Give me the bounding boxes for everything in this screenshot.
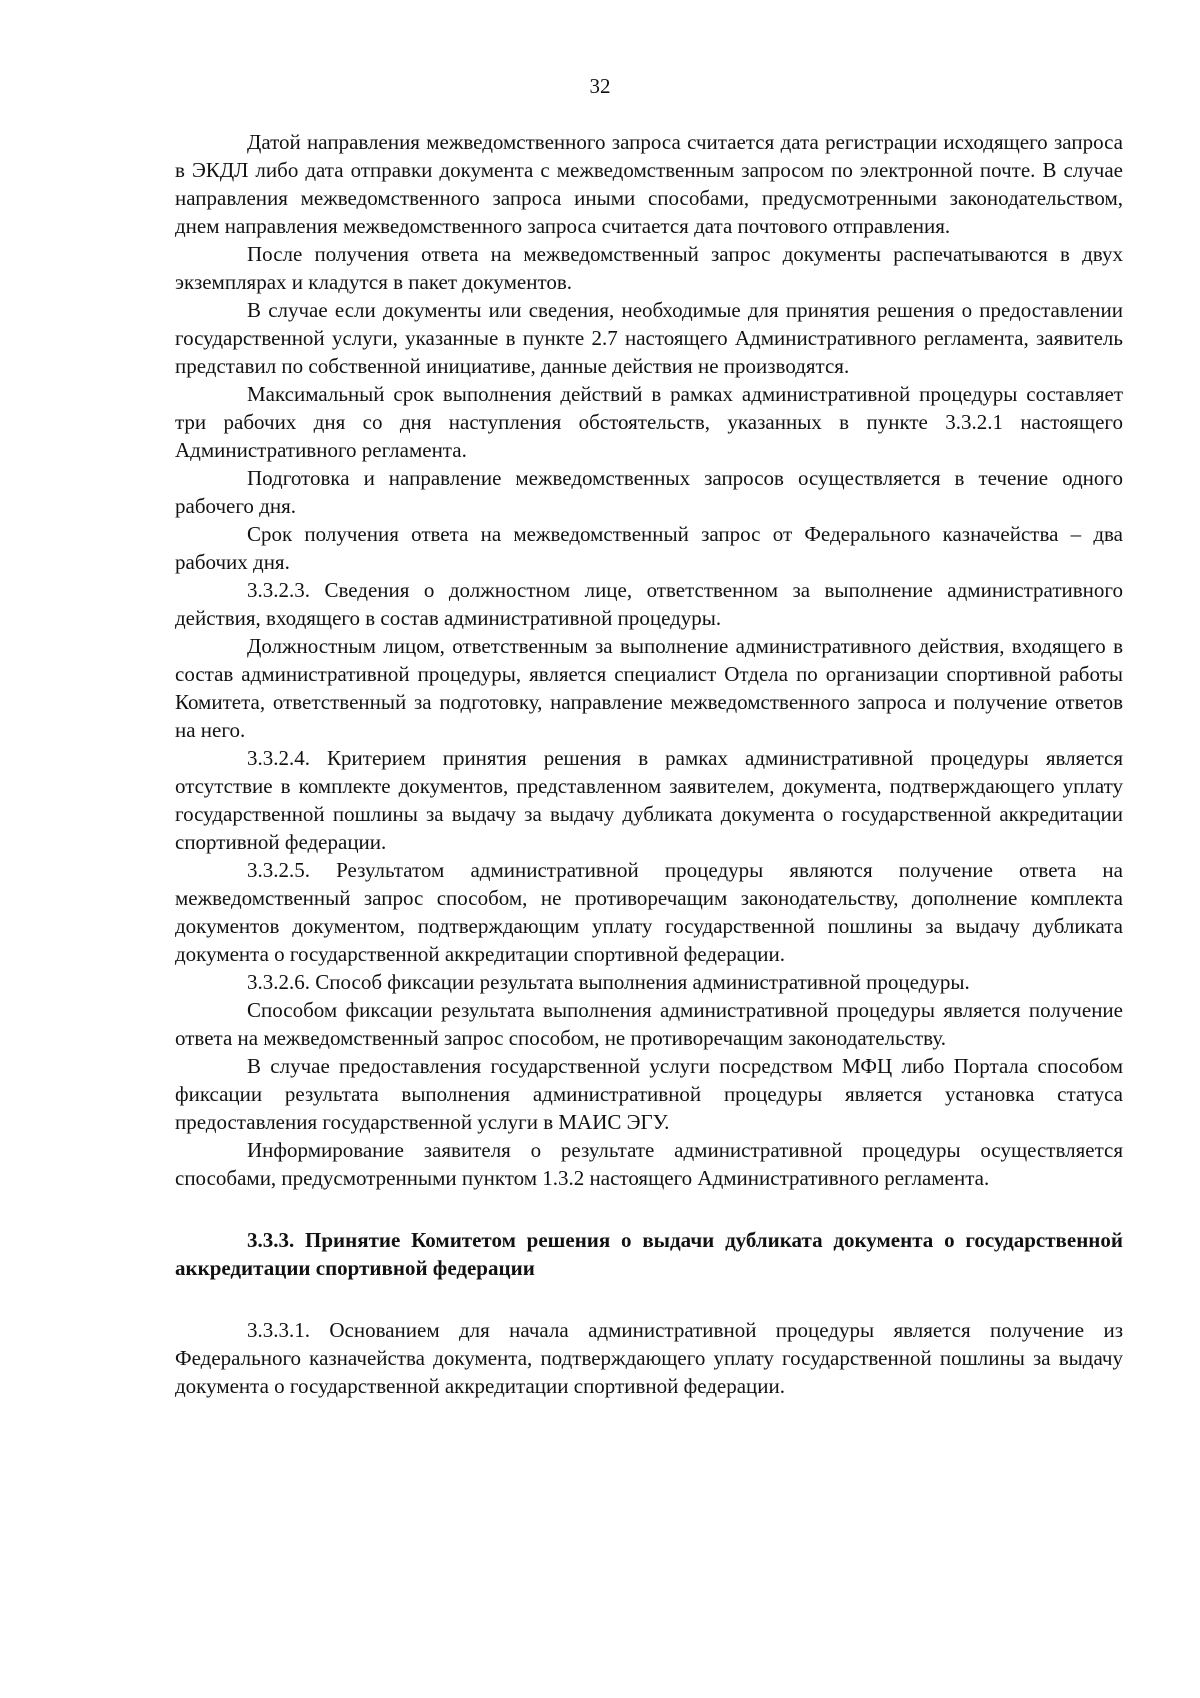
paragraph: В случае предоставления государственной услуги посредством МФЦ либо Портала способом фиксации результата выполнения административной процедуры является установка статуса предоставления государственной услуги в МАИС ЭГУ.	[175, 1054, 1123, 1134]
paragraph: 3.3.2.3. Сведения о должностном лице, ответственном за выполнение административного действия, входящего в состав административной процедуры.	[175, 578, 1123, 630]
page-number: 32	[589, 74, 611, 98]
paragraph: 3.3.2.4. Критерием принятия решения в рамках административной процедуры является отсутствие в комплекте документов, представленном заявителем, документа, подтверждающего уплату государственной пошлины за выдачу за выдачу дубликата документа о государственной аккредитации спортивной федерации.	[175, 746, 1123, 854]
section-heading: 3.3.3. Принятие Комитетом решения о выдачи дубликата документа о государственной аккредитации спортивной федерации	[175, 1228, 1123, 1280]
paragraph: 3.3.2.6. Способ фиксации результата выполнения административной процедуры.	[247, 970, 970, 994]
paragraph: 3.3.3.1. Основанием для начала административной процедуры является получение из Федерального казначейства документа, подтверждающего уплату государственной пошлины за выдачу документа о государственной аккредитации спортивной федерации.	[175, 1318, 1123, 1398]
paragraph: 3.3.2.5. Результатом административной процедуры являются получение ответа на межведомственный запрос способом, не противоречащим законодательству, дополнение комплекта документов документом, подтверждающим уплату государственной пошлины за выдачу дубликата документа о государственной аккредитации спортивной федерации.	[175, 858, 1123, 966]
paragraph: Должностным лицом, ответственным за выполнение административного действия, входящего в состав административной процедуры, является специалист Отдела по организации спортивной работы Комитета, ответственный за подготовку, направление межведомственного запроса и получение ответов на него.	[175, 634, 1123, 742]
paragraph: Срок получения ответа на межведомственный запрос от Федерального казначейства – два рабочих дня.	[175, 522, 1123, 574]
document-body	[175, 128, 1123, 1400]
paragraph: Максимальный срок выполнения действий в рамках административной процедуры составляет три рабочих дня со дня наступления обстоятельств, указанных в пункте 3.3.2.1 настоящего Административного регламента.	[175, 382, 1123, 462]
paragraph: После получения ответа на межведомственный запрос документы распечатываются в двух экземплярах и кладутся в пакет документов.	[175, 242, 1123, 294]
paragraph: Подготовка и направление межведомственных запросов осуществляется в течение одного рабочего дня.	[175, 466, 1123, 518]
paragraph: В случае если документы или сведения, необходимые для принятия решения о предоставлении государственной услуги, указанные в пункте 2.7 настоящего Административного регламента, заявитель представил по собственной инициативе, данные действия не производятся.	[175, 298, 1123, 378]
paragraph: Информирование заявителя о результате административной процедуры осуществляется способами, предусмотренными пунктом 1.3.2 настоящего Административного регламента.	[175, 1138, 1123, 1190]
paragraph: Способом фиксации результата выполнения административной процедуры является получение ответа на межведомственный запрос способом, не противоречащим законодательству.	[175, 998, 1123, 1050]
paragraph: Датой направления межведомственного запроса считается дата регистрации исходящего запроса в ЭКДЛ либо дата отправки документа с межведомственным запросом по электронной почте. В случае направления межведомственного запроса иными способами, предусмотренными законодательством, днем направления межведомственного запроса считается дата почтового отправления.	[175, 130, 1123, 238]
